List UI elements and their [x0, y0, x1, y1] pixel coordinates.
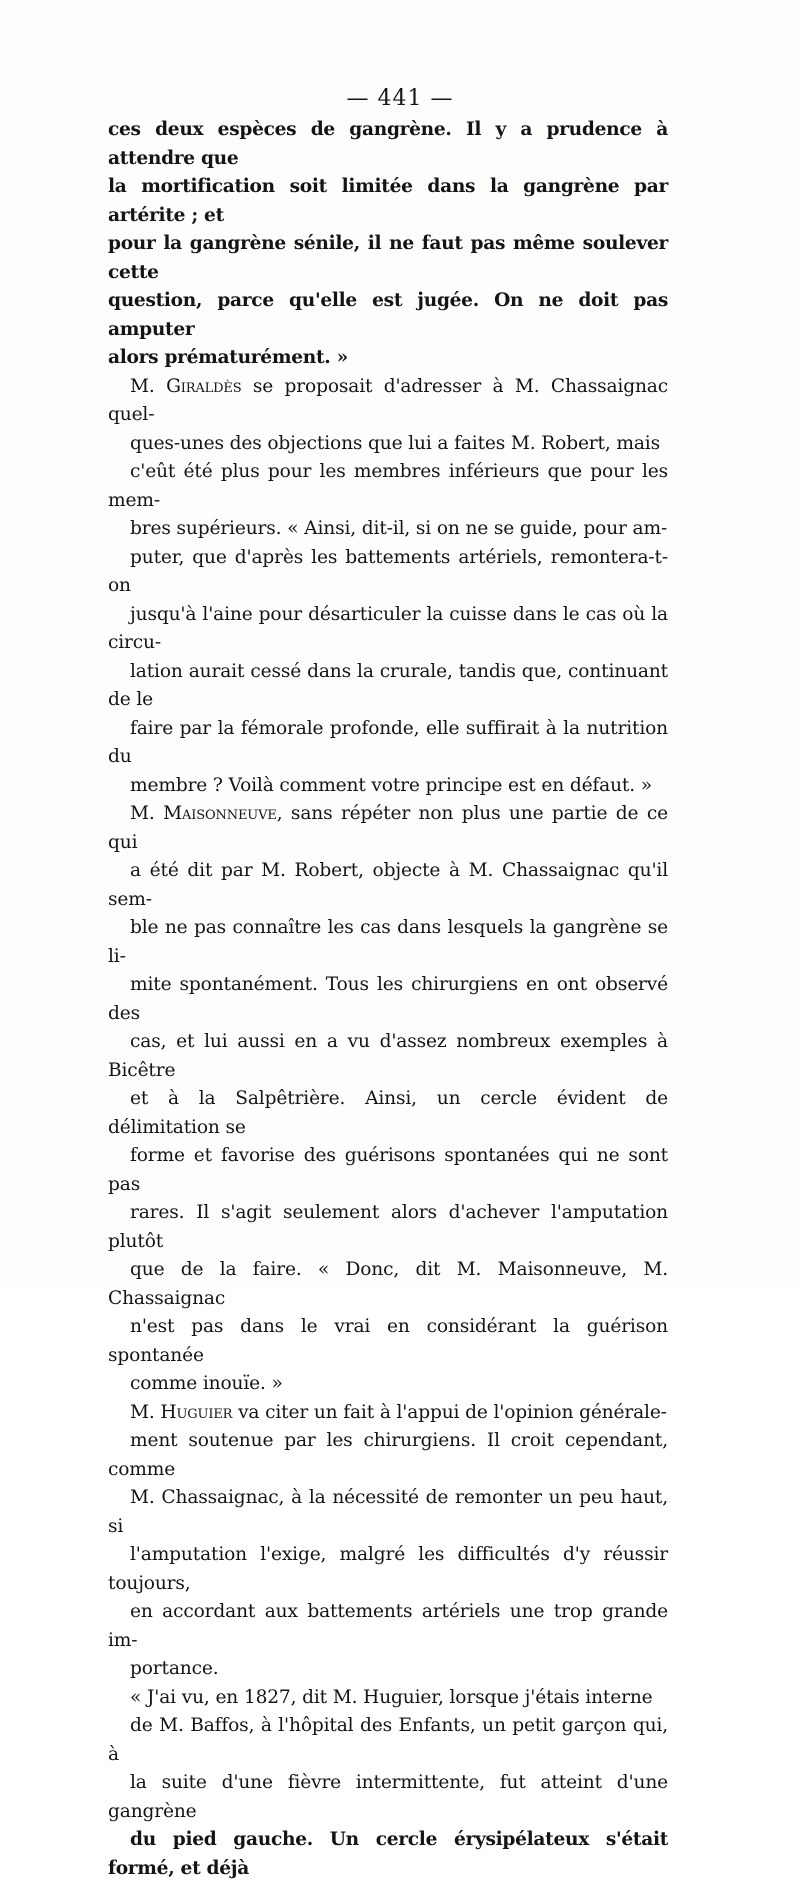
text-line: n'est pas dans le vrai en considérant la guérison spontanée — [108, 1313, 668, 1370]
text-line: ces deux espèces de gangrène. Il y a prudence à attendre que — [108, 116, 668, 173]
page-number: — 441 — — [0, 86, 800, 111]
paragraph-5 — [108, 1684, 668, 1883]
text-line: jusqu'à l'aine pour désarticuler la cuisse dans le cas où la circu- — [108, 601, 668, 658]
speaker-prefix: M. — [130, 1402, 160, 1423]
text-line: la suite d'une fièvre intermittente, fut atteint d'une gangrène — [108, 1769, 668, 1826]
speaker-prefix: M. — [130, 376, 166, 397]
text-line: et à la Salpêtrière. Ainsi, un cercle évident de délimitation se — [108, 1085, 668, 1142]
speaker-prefix: M. — [130, 803, 163, 824]
text-line: bres supérieurs. « Ainsi, dit-il, si on ne se guide, pour am- — [108, 515, 668, 544]
text-line: en accordant aux battements artériels une trop grande im- — [108, 1598, 668, 1655]
text-line: se proposait d'adresser à M. Chassaignac quel- — [108, 376, 668, 426]
paragraph-4 — [108, 1399, 668, 1684]
text-line: c'eût été plus pour les membres inférieurs que pour les mem- — [108, 458, 668, 515]
text-line: lation aurait cessé dans la crurale, tandis que, continuant de le — [108, 658, 668, 715]
speaker-name: Giraldès — [166, 376, 241, 397]
text-line: forme et favorise des guérisons spontanées qui ne sont pas — [108, 1142, 668, 1199]
body-text — [108, 116, 668, 1883]
text-line: ques-unes des objections que lui a faites M. Robert, mais — [108, 430, 668, 459]
text-line: ble ne pas connaître les cas dans lesquels la gangrène se li- — [108, 914, 668, 971]
text-line: de M. Baffos, à l'hôpital des Enfants, un petit garçon qui, à — [108, 1712, 668, 1769]
text-line: cas, et lui aussi en a vu d'assez nombreux exemples à Bicêtre — [108, 1028, 668, 1085]
text-line: M. Chassaignac, à la nécessité de remonter un peu haut, si — [108, 1484, 668, 1541]
text-line: rares. Il s'agit seulement alors d'achever l'amputation plutôt — [108, 1199, 668, 1256]
text-line: portance. — [108, 1655, 668, 1684]
text-line: va citer un fait à l'appui de l'opinion générale- — [232, 1402, 667, 1423]
text-line: pour la gangrène sénile, il ne faut pas même soulever cette — [108, 230, 668, 287]
paragraph-3 — [108, 800, 668, 1399]
text-line: du pied gauche. Un cercle érysipélateux s'était formé, et déjà — [108, 1826, 668, 1883]
speaker-name: Maisonneuve — [163, 803, 277, 824]
text-line: alors prématurément. » — [108, 344, 668, 373]
text-line: faire par la fémorale profonde, elle suffirait à la nutrition du — [108, 715, 668, 772]
text-line: la mortification soit limitée dans la gangrène par artérite ; et — [108, 173, 668, 230]
speaker-name: Huguier — [160, 1402, 232, 1423]
text-line: que de la faire. « Donc, dit M. Maisonneuve, M. Chassaignac — [108, 1256, 668, 1313]
text-line: a été dit par M. Robert, objecte à M. Chassaignac qu'il sem- — [108, 857, 668, 914]
paragraph-1 — [108, 116, 668, 373]
text-line: l'amputation l'exige, malgré les difficultés d'y réussir toujours, — [108, 1541, 668, 1598]
text-line: mite spontanément. Tous les chirurgiens en ont observé des — [108, 971, 668, 1028]
text-line: puter, que d'après les battements artériels, remontera-t-on — [108, 544, 668, 601]
text-line: question, parce qu'elle est jugée. On ne doit pas amputer — [108, 287, 668, 344]
text-line: membre ? Voilà comment votre principe est en défaut. » — [108, 772, 668, 801]
text-line: « J'ai vu, en 1827, dit M. Huguier, lorsque j'étais interne — [130, 1687, 653, 1708]
text-line: , sans répéter non plus une partie de ce qui — [108, 803, 668, 853]
paragraph-2 — [108, 373, 668, 801]
text-line: comme inouïe. » — [108, 1370, 668, 1399]
text-line: ment soutenue par les chirurgiens. Il croit cependant, comme — [108, 1427, 668, 1484]
